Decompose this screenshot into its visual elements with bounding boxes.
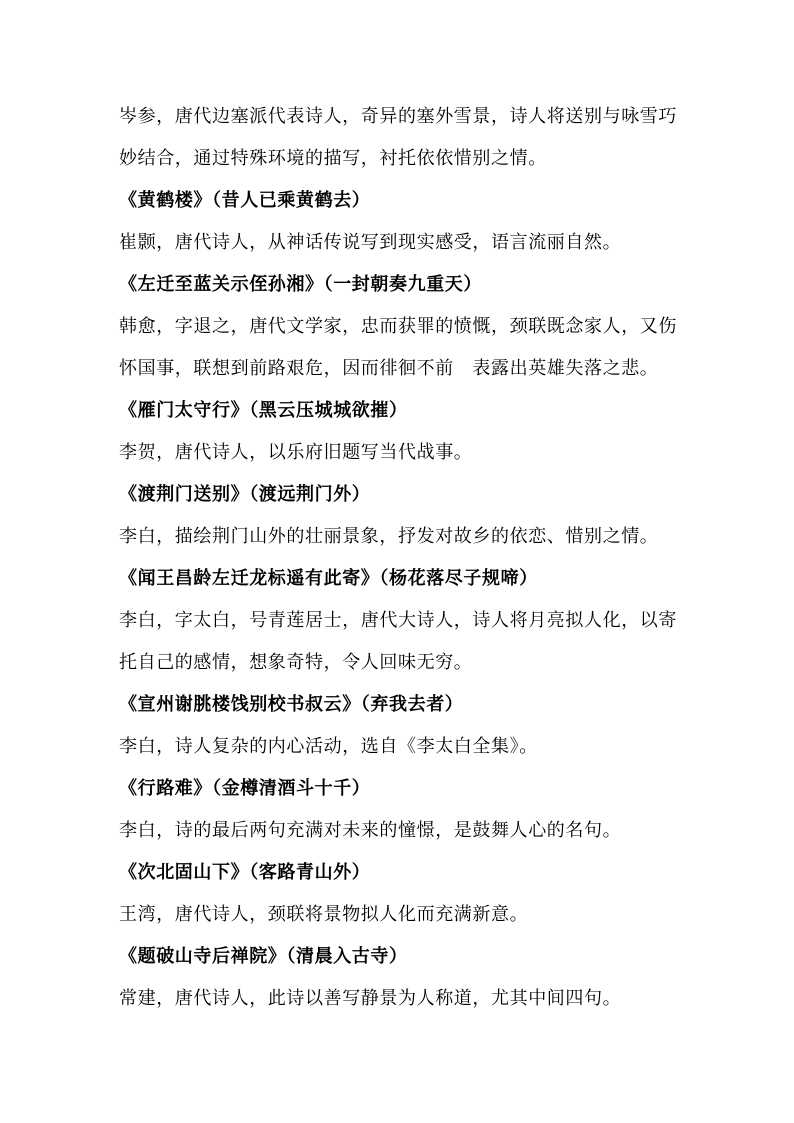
text-line: 韩愈，字退之，唐代文学家，忠而获罪的愤慨，颈联既念家人，又伤	[119, 316, 677, 337]
poem-title: 《闻王昌龄左迁龙标遥有此寄》（杨花落尽子规啼）	[119, 568, 538, 589]
text-line: 李白，诗人复杂的内心活动，选自《李太白全集》。	[119, 736, 538, 757]
text-line: 妙结合，通过特殊环境的描写，衬托依依惜别之情。	[119, 148, 547, 169]
text-line: 李白，描绘荆门山外的壮丽景象，抒发对故乡的依恋、惜别之情。	[119, 526, 659, 547]
poem-title: 《雁门太守行》（黑云压城城欲摧）	[119, 400, 408, 421]
text-line: 李白，字太白，号青莲居士，唐代大诗人，诗人将月亮拟人化，以寄	[119, 610, 677, 631]
poem-title: 《题破山寺后禅院》（清晨入古寺）	[119, 946, 408, 967]
poem-title: 《渡荆门送别》（渡远荆门外）	[119, 484, 371, 505]
poem-title: 《黄鹤楼》（昔人已乘黄鹤去）	[119, 190, 371, 211]
poem-title: 《次北固山下》（客路青山外）	[119, 862, 371, 883]
document-page	[119, 96, 689, 1020]
poem-title: 《宣州谢朓楼饯别校书叔云》（弃我去者）	[119, 694, 464, 715]
text-line: 常建，唐代诗人，此诗以善写静景为人称道，尤其中间四句。	[119, 988, 622, 1009]
text-line: 李贺，唐代诗人，以乐府旧题写当代战事。	[119, 442, 473, 463]
text-line: 怀国事，联想到前路艰危，因而徘徊不前 表露出英雄失落之悲。	[119, 358, 659, 379]
poem-title: 《左迁至蓝关示侄孙湘》（一封朝奏九重天）	[119, 274, 482, 295]
text-line: 王湾，唐代诗人，颈联将景物拟人化而充满新意。	[119, 904, 529, 925]
poem-title: 《行路难》（金樽清酒斗十千）	[119, 778, 371, 799]
text-line: 托自己的感情，想象奇特，令人回味无穷。	[119, 652, 473, 673]
text-line: 崔颢，唐代诗人，从神话传说写到现实感受，语言流丽自然。	[119, 232, 622, 253]
text-line: 李白，诗的最后两句充满对未来的憧憬，是鼓舞人心的名句。	[119, 820, 622, 841]
text-line: 岑参，唐代边塞派代表诗人，奇异的塞外雪景，诗人将送别与咏雪巧	[119, 106, 677, 127]
